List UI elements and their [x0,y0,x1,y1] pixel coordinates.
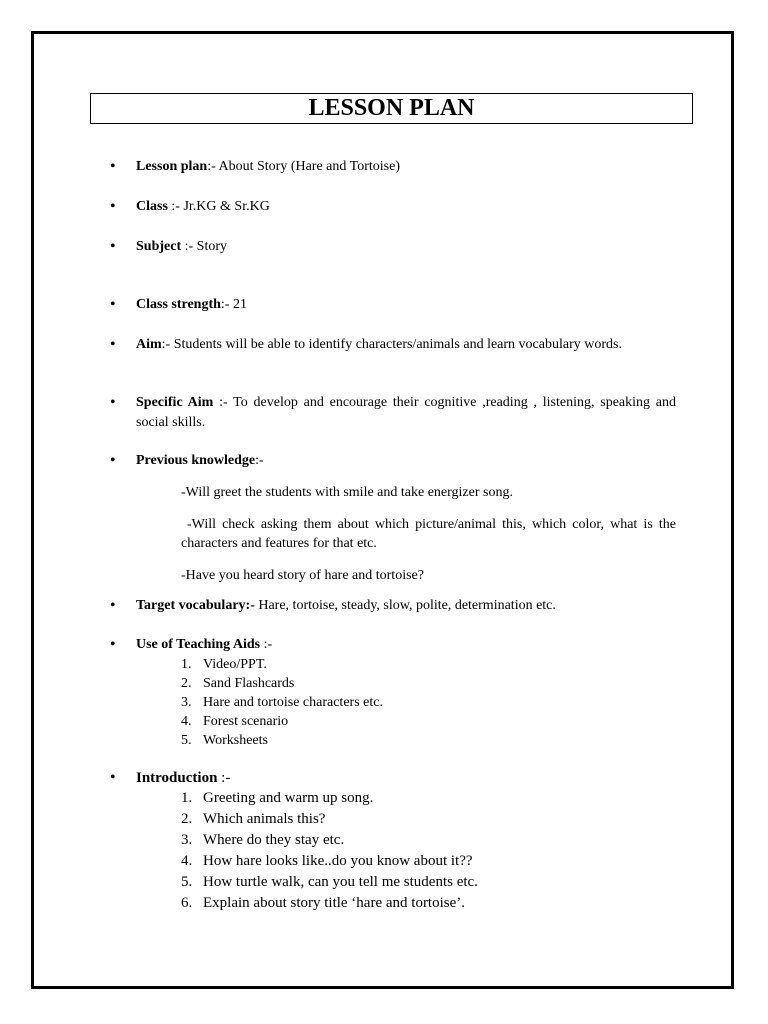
bullet-icon: • [110,238,116,255]
list-item [181,655,383,674]
bullet-icon: • [110,296,116,313]
list-number: 4. [181,714,192,729]
class-label: Class [136,199,168,214]
list-item [181,830,478,851]
teaching-aids-label: Use of Teaching Aids [136,637,261,652]
list-item [181,809,478,830]
list-text: How hare looks like..do you know about it?? [203,853,473,869]
class-item [136,197,676,217]
bullet-icon: • [110,597,116,614]
specific-aim-value: :- To develop and encourage their cognitive ,reading , listening, speaking and social skills. [136,395,676,430]
list-item [181,712,383,731]
introduction-item [136,768,676,788]
bullet-icon: • [110,769,116,786]
list-number: 2. [181,811,193,827]
list-text: Which animals this? [203,811,326,827]
list-text: Forest scenario [203,714,289,729]
previous-knowledge-line: -Will greet the students with smile and take energizer song. [181,485,513,500]
previous-knowledge-label: Previous knowledge [136,453,256,468]
previous-knowledge-line: -Have you heard story of hare and tortoise? [181,568,424,583]
introduction-list [181,788,478,914]
page-title: LESSON PLAN [90,93,693,124]
class-strength-item [136,295,676,315]
list-text: Greeting and warm up song. [203,790,374,806]
previous-knowledge-item [136,451,676,471]
previous-knowledge-line: -Will check asking them about which picture/animal this, which color, what is the characters and features for that etc. [181,517,676,551]
lesson-plan-value: :- About Story (Hare and Tortoise) [207,159,400,174]
list-text: Where do they stay etc. [203,832,345,848]
class-strength-label: Class strength [136,297,221,312]
list-text: Sand Flashcards [203,676,295,691]
list-number: 5. [181,874,193,890]
target-vocabulary-value: Hare, tortoise, steady, slow, polite, determination etc. [254,598,556,613]
list-text: Video/PPT. [203,657,267,672]
list-number: 1. [181,790,193,806]
list-item [181,872,478,893]
class-strength-value: :- 21 [220,297,247,312]
list-number: 5. [181,733,192,748]
list-number: 1. [181,657,192,672]
teaching-aids-suffix: :- [260,637,273,652]
list-text: How turtle walk, can you tell me students etc. [203,874,478,890]
list-item [181,788,478,809]
list-item [181,851,478,872]
list-number: 3. [181,832,193,848]
list-item [181,674,383,693]
list-item [181,693,383,712]
bullet-icon: • [110,394,116,411]
target-vocabulary-item [136,596,676,616]
target-vocabulary-label: Target vocabulary:- [136,598,255,613]
specific-aim-item [136,393,676,433]
aim-item [136,335,676,355]
lesson-plan-label: Lesson plan [136,159,208,174]
bullet-icon: • [110,636,116,653]
teaching-aids-item [136,635,676,655]
subject-item [136,237,676,257]
list-number: 6. [181,895,193,911]
list-text: Explain about story title ‘hare and tortoise’. [203,895,466,911]
specific-aim-label: Specific Aim [136,395,214,410]
list-number: 3. [181,695,192,710]
previous-knowledge-suffix: :- [255,453,264,468]
introduction-suffix: :- [217,770,231,786]
list-item [181,731,383,750]
introduction-label: Introduction [136,770,218,786]
bullet-icon: • [110,198,116,215]
list-item [181,893,478,914]
teaching-aids-list [181,655,383,750]
bullet-icon: • [110,158,116,175]
lesson-plan-item [136,157,676,177]
list-text: Worksheets [203,733,268,748]
list-number: 4. [181,853,193,869]
bullet-icon: • [110,452,116,469]
aim-label: Aim [136,337,162,352]
aim-value: :- Students will be able to identify characters/animals and learn vocabulary words. [161,337,622,352]
subject-label: Subject [136,239,182,254]
subject-value: :- Story [181,239,228,254]
list-text: Hare and tortoise characters etc. [203,695,383,710]
bullet-icon: • [110,336,116,353]
list-number: 2. [181,676,192,691]
class-value: :- Jr.KG & Sr.KG [167,199,270,214]
